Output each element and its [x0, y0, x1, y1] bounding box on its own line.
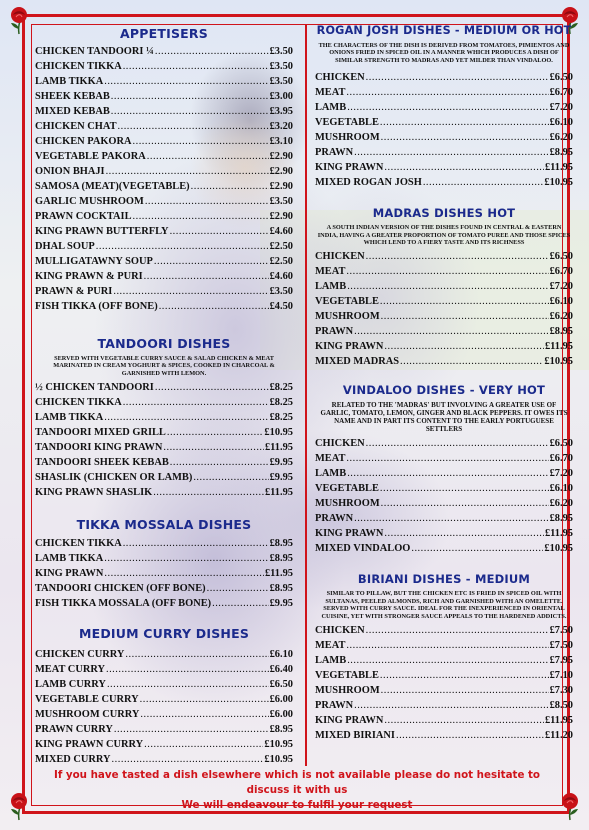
menu-item: MUSHROOM ..... £7.30 — [315, 683, 573, 698]
menu-item: VEGETABLE ..... £6.10 — [315, 294, 573, 309]
menu-item: LAMB ..... £7.20 — [315, 279, 573, 294]
menu-item: VEGETABLE CURRY ..... £6.00 — [35, 692, 293, 707]
menu-item: MIXED VINDALOO ..... £10.95 — [315, 541, 573, 556]
menu-item: MIXED ROGAN JOSH ..... £10.95 — [315, 175, 573, 190]
section-description: A SOUTH INDIAN VERSION OF THE DISHES FOUND IN CENTRAL & EASTERN INDIA, HAVING A GREATER PROPORTION OF TOMATO PUREE AND THOSE SPICES WHICH LEND TO A FIERY TASTE AND ITS RICHNESS — [317, 224, 571, 247]
menu-item: MIXED CURRY ..... £10.95 — [35, 752, 293, 767]
menu-item: MEAT ..... £6.70 — [315, 451, 573, 466]
menu-item: MEAT ..... £6.70 — [315, 264, 573, 279]
menu-item: CHICKEN ..... £6.50 — [315, 70, 573, 85]
menu-section-tikka-mossala — [35, 516, 293, 611]
menu-list — [315, 249, 573, 369]
menu-item: LAMB TIKKA ..... £8.25 — [35, 410, 293, 425]
menu-item: MEAT CURRY ..... £6.40 — [35, 662, 293, 677]
menu-item: KING PRAWN ..... £11.95 — [315, 713, 573, 728]
menu-list — [315, 436, 573, 556]
menu-item: SAMOSA (MEAT)(VEGETABLE) ..... £2.90 — [35, 179, 293, 194]
menu-item: VEGETABLE ..... £6.10 — [315, 481, 573, 496]
menu-item: GARLIC MUSHROOM ..... £3.50 — [35, 194, 293, 209]
section-title: APPETISERS — [120, 26, 208, 41]
section-description: SERVED WITH VEGETABLE CURRY SAUCE & SALAD CHICKEN & MEAT MARINATED IN CREAM YOGHURT & SPICES, COOKED IN CHARCOAL & GARNISHED WITH LEMON. — [53, 355, 275, 377]
rose-icon — [4, 790, 34, 824]
menu-item: CHICKEN TANDOORI ¼ ..... £3.50 — [35, 44, 293, 59]
menu-item: MUSHROOM ..... £6.20 — [315, 130, 573, 145]
menu-item: LAMB ..... £7.20 — [315, 466, 573, 481]
menu-item: MIXED KEBAB ..... £3.95 — [35, 104, 293, 119]
section-description: THE CHARACTERS OF THE DISH IS DERIVED FROM TOMATOES, PIMIENTOS AND ONIONS FRIED IN SPICED OIL IN A MANNER WHICH PRODUCES A DISH OF SIMILAR STRENGTH TO MADRAS AND YET MILDER THAN VINDALOO. — [318, 42, 570, 64]
section-title: ROGAN JOSH DISHES - MEDIUM OR HOT — [316, 24, 572, 37]
menu-item: KING PRAWN ..... £11.95 — [35, 566, 293, 581]
menu-item: LAMB TIKKA ..... £3.50 — [35, 74, 293, 89]
section-title: MEDIUM CURRY DISHES — [78, 626, 250, 642]
section-description: RELATED TO THE 'MADRAS' BUT INVOLVING A GREATER USE OF GARLIC, TOMATO, LEMON, GINGER AND BLACK PEPPERS. IT OWES ITS NAME AND IN PART ITS CONTENT TO THE EARLY PORTUGUESE SETTLERS — [320, 401, 568, 434]
menu-list — [35, 380, 293, 500]
section-description: SIMILAR TO PILLAW, BUT THE CHICKEN ETC IS FRIED IN SPICED OIL WITH SULTANAS, PEELED ALMONDS, RICH AND GARNISHED WITH AN OMELETTE. SERVED WITH CURRY SAUCE. IDEAL FOR THE INEXPERIENCED IN ORIENTAL CUISINE, YET WITH STRONGER SAUCE APPEALS TO THE HARDENED ADDICTS. — [321, 590, 567, 620]
menu-item: TANDOORI CHICKEN (OFF BONE) ..... £8.95 — [35, 581, 293, 596]
menu-section-tandoori — [35, 335, 293, 500]
menu-item: SHEEK KEBAB ..... £3.00 — [35, 89, 293, 104]
menu-item: LAMB ..... £7.20 — [315, 100, 573, 115]
menu-list — [315, 623, 573, 743]
menu-item: KING PRAWN ..... £11.95 — [315, 160, 573, 175]
menu-item: VEGETABLE ..... £7.10 — [315, 668, 573, 683]
menu-item: KING PRAWN ..... £11.95 — [315, 339, 573, 354]
menu-item: TANDOORI MIXED GRILL ..... £10.95 — [35, 425, 293, 440]
menu-item: MEAT ..... £7.50 — [315, 638, 573, 653]
menu-section-vindaloo — [315, 381, 573, 556]
menu-section-madras — [315, 204, 573, 369]
menu-item: MUSHROOM ..... £6.20 — [315, 309, 573, 324]
menu-section-rogan-josh — [315, 22, 573, 190]
column-divider — [305, 24, 307, 766]
left-column — [35, 22, 293, 767]
menu-item: SHASLIK (CHICKEN OR LAMB) ..... £9.95 — [35, 470, 293, 485]
section-title: MADRAS DISHES HOT — [372, 206, 516, 221]
menu-item: KING PRAWN CURRY ..... £10.95 — [35, 737, 293, 752]
menu-list — [35, 536, 293, 611]
section-title: VINDALOO DISHES - VERY HOT — [342, 383, 546, 398]
menu-item: KING PRAWN BUTTERFLY ..... £4.60 — [35, 224, 293, 239]
menu-item: CHICKEN ..... £6.50 — [315, 249, 573, 264]
menu-item: MUSHROOM ..... £6.20 — [315, 496, 573, 511]
menu-item: MUSHROOM CURRY ..... £6.00 — [35, 707, 293, 722]
menu-item: TANDOORI KING PRAWN ..... £11.95 — [35, 440, 293, 455]
menu-item: KING PRAWN SHASLIK ..... £11.95 — [35, 485, 293, 500]
menu-list — [35, 647, 293, 767]
menu-item: VEGETABLE ..... £6.10 — [315, 115, 573, 130]
menu-item: LAMB ..... £7.95 — [315, 653, 573, 668]
menu-item: MEAT ..... £6.70 — [315, 85, 573, 100]
menu-list — [315, 70, 573, 190]
menu-item: PRAWN ..... £8.95 — [315, 324, 573, 339]
menu-item: CHICKEN CHAT ..... £3.20 — [35, 119, 293, 134]
menu-item: KING PRAWN & PURI ..... £4.60 — [35, 269, 293, 284]
section-title: BIRIANI DISHES - MEDIUM — [357, 572, 531, 587]
menu-item: CHICKEN TIKKA ..... £8.25 — [35, 395, 293, 410]
menu-item: CHICKEN PAKORA ..... £3.10 — [35, 134, 293, 149]
menu-item: TANDOORI SHEEK KEBAB ..... £9.95 — [35, 455, 293, 470]
menu-item: PRAWN & PURI ..... £3.50 — [35, 284, 293, 299]
right-column — [315, 22, 573, 743]
menu-item: MULLIGATAWNY SOUP ..... £2.50 — [35, 254, 293, 269]
menu-item: CHICKEN TIKKA ..... £3.50 — [35, 59, 293, 74]
menu-item: FISH TIKKA (OFF BONE) ..... £4.50 — [35, 299, 293, 314]
menu-item: PRAWN COCKTAIL ..... £2.90 — [35, 209, 293, 224]
menu-item: VEGETABLE PAKORA ..... £2.90 — [35, 149, 293, 164]
menu-item: CHICKEN ..... £6.50 — [315, 436, 573, 451]
menu-item: MIXED MADRAS ..... £10.95 — [315, 354, 573, 369]
footer-line-1: If you have tasted a dish elsewhere which is not available please do not hesitate to discuss it with us — [53, 769, 541, 796]
menu-item: LAMB CURRY ..... £6.50 — [35, 677, 293, 692]
menu-section-medium-curry — [35, 625, 293, 767]
rose-icon — [4, 4, 34, 38]
menu-item: PRAWN ..... £8.50 — [315, 698, 573, 713]
menu-item: LAMB TIKKA ..... £8.95 — [35, 551, 293, 566]
section-title: TANDOORI DISHES — [97, 336, 231, 351]
menu-item: CHICKEN ..... £7.50 — [315, 623, 573, 638]
menu-item: CHICKEN CURRY ..... £6.10 — [35, 647, 293, 662]
menu-item: ½ CHICKEN TANDOORI ..... £8.25 — [35, 380, 293, 395]
menu-item: CHICKEN TIKKA ..... £8.95 — [35, 536, 293, 551]
footer-line-2: We will endeavour to fulfil your request — [181, 799, 413, 811]
menu-section-biriani — [315, 570, 573, 743]
footer-note — [32, 768, 562, 813]
menu-item: DHAL SOUP ..... £2.50 — [35, 239, 293, 254]
menu-item: MIXED BIRIANI ..... £11.20 — [315, 728, 573, 743]
menu-item: FISH TIKKA MOSSALA (OFF BONE) ..... £9.95 — [35, 596, 293, 611]
section-title: TIKKA MOSSALA DISHES — [76, 517, 252, 533]
menu-item: ONION BHAJI ..... £2.90 — [35, 164, 293, 179]
menu-item: PRAWN CURRY ..... £8.95 — [35, 722, 293, 737]
menu-item: KING PRAWN ..... £11.95 — [315, 526, 573, 541]
menu-item: PRAWN ..... £8.95 — [315, 145, 573, 160]
menu-section-appetisers — [35, 24, 293, 314]
menu-item: PRAWN ..... £8.95 — [315, 511, 573, 526]
menu-list — [35, 44, 293, 314]
